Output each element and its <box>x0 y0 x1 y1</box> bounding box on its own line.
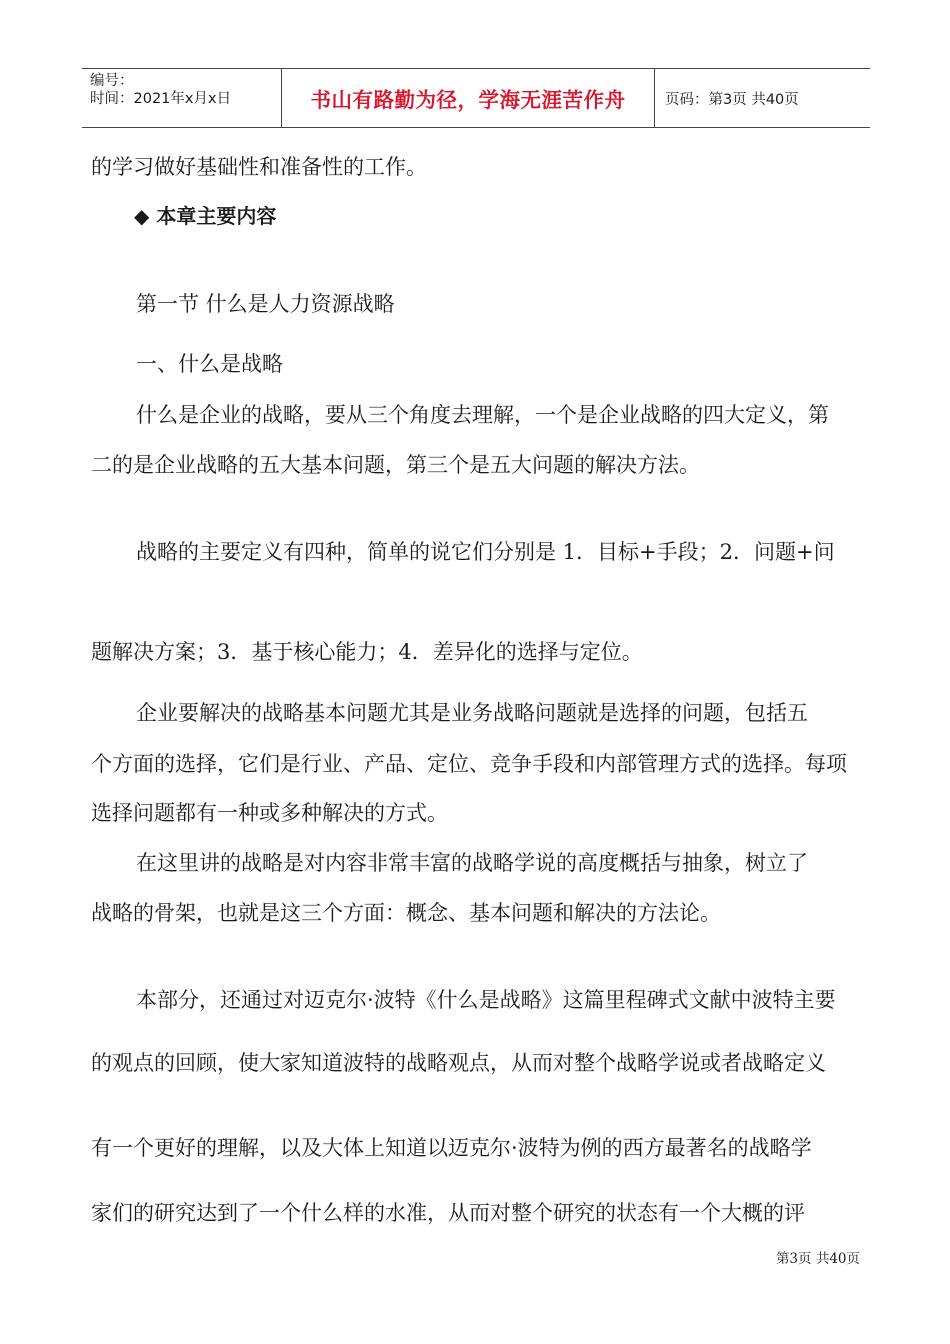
page-footer: 第3页 共40页 <box>775 1251 860 1267</box>
text-line: 题解决方案；3．基于核心能力；4．差异化的选择与定位。 <box>91 640 643 664</box>
text-line: 二的是企业战略的五大基本问题，第三个是五大问题的解决方法。 <box>91 453 700 477</box>
header-motto: 书山有路勤为径，学海无涯苦作舟 <box>282 69 655 127</box>
text-line: 企业要解决的战略基本问题尤其是业务战略问题就是选择的问题，包括五 <box>136 701 808 725</box>
date-line: 时间：2021年x月x日 <box>90 91 232 107</box>
text-line: 什么是企业的战略，要从三个角度去理解，一个是企业战略的四大定义，第 <box>136 403 829 427</box>
text-line: 的观点的回顾，使大家知道波特的战略观点，从而对整个战略学说或者战略定义 <box>91 1051 826 1075</box>
page-header <box>82 68 870 128</box>
subsection-title: 一、什么是战略 <box>136 352 283 376</box>
text-line: 战略的骨架，也就是这三个方面：概念、基本问题和解决的方法论。 <box>91 901 721 925</box>
serial-label: 编号： <box>90 73 134 89</box>
text-line: 家们的研究达到了一个什么样的水准，从而对整个研究的状态有一个大概的评 <box>91 1201 805 1225</box>
header-page-info: 页码：第3页 共40页 <box>665 91 799 108</box>
text-line: 战略的主要定义有四种，简单的说它们分别是 1．目标+手段；2．问题+问 <box>136 540 835 564</box>
text-line: 的学习做好基础性和准备性的工作。 <box>91 155 427 179</box>
text-line: 个方面的选择，它们是行业、产品、定位、竞争手段和内部管理方式的选择。每项 <box>91 752 847 776</box>
text-line: 选择问题都有一种或多种解决的方式。 <box>91 801 448 825</box>
header-meta <box>82 69 282 127</box>
chapter-section-title: 第一节 什么是人力资源战略 <box>136 292 395 316</box>
text-line: 在这里讲的战略是对内容非常丰富的战略学说的高度概括与抽象，树立了 <box>136 851 808 875</box>
section-heading: ◆ 本章主要内容 <box>134 204 277 228</box>
text-line: 本部分，还通过对迈克尔·波特《什么是战略》这篇里程碑式文献中波特主要 <box>136 988 836 1012</box>
text-line: 有一个更好的理解，以及大体上知道以迈克尔·波特为例的西方最著名的战略学 <box>91 1136 812 1160</box>
